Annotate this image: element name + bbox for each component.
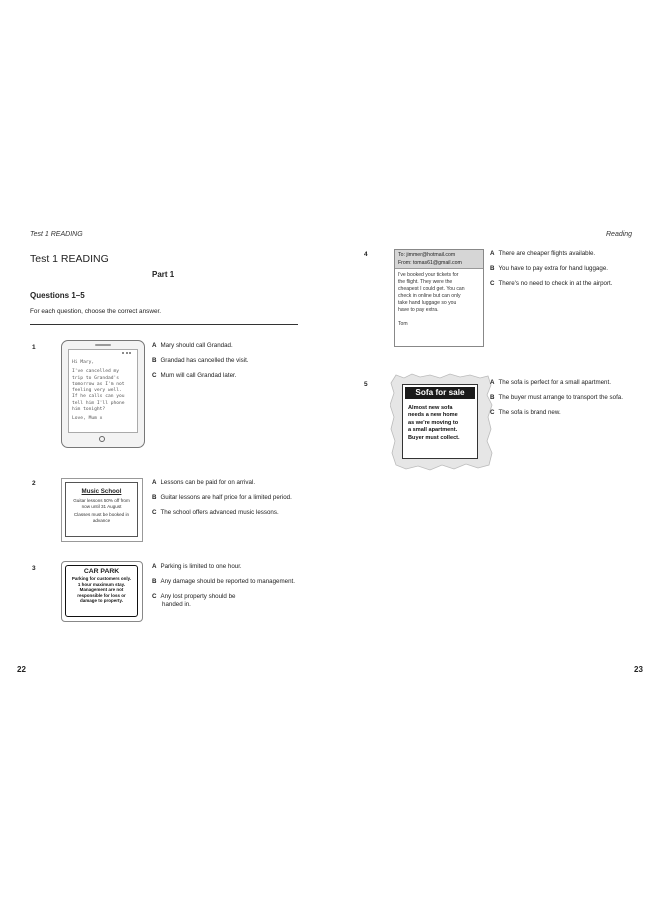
question-number: 1 [32, 344, 36, 351]
option-3b: B Any damage should be reported to management. [152, 578, 295, 585]
option-5a: A The sofa is perfect for a small apartment. [490, 379, 611, 386]
phone-speaker [95, 344, 111, 346]
right-running-header: Reading [606, 231, 633, 238]
option-2a: A Lessons can be paid for on arrival. [152, 479, 256, 486]
option-1a: A Mary should call Grandad. [152, 342, 233, 349]
option-1b: B Grandad has cancelled the visit. [152, 357, 249, 364]
option-4b: B You have to pay extra for hand luggage. [490, 265, 608, 272]
option-5c: C The sofa is brand new. [490, 409, 561, 416]
right-page-number: 23 [634, 665, 643, 674]
music-school-notice [61, 478, 143, 542]
phone-screen [68, 349, 138, 433]
sms-text: Hi Mary, I've cancelled my trip to Grandad's tomorrow as I'm not feeling very well. If he calls can you tell him I'll phone him tonight? Love, Mum x [72, 360, 125, 422]
sign-text: Parking for customers only. [71, 576, 132, 581]
notice-text: Guitar lessons 50% off from [73, 498, 130, 503]
sign-text: Management are not [79, 587, 124, 593]
question-number: 4 [364, 251, 368, 258]
option-4a: A There are cheaper flights available. [490, 250, 596, 257]
car-park-sign [61, 561, 143, 622]
option-3c-continued: handed in. [162, 601, 191, 608]
email-from: From: tomas61@gmail.com [398, 260, 462, 266]
option-4c: C There's no need to check in at the airport. [490, 280, 613, 287]
question-number: 2 [32, 480, 36, 487]
email-to: To: jimmer@hotmail.com [398, 252, 456, 258]
sign-text: 1 hour maximum stay. [77, 581, 126, 587]
email-body: I've booked your tickets for the flight. They were the cheapest I could get. You can check in online but can only take hand luggage so you have to pay extra. Tom [395, 272, 483, 328]
part-heading: Part 1 [152, 270, 175, 279]
advert-title: Sofa for sale [405, 387, 475, 399]
email-header [395, 250, 483, 269]
sign-text: damage to property. [80, 598, 123, 604]
option-2b: B Guitar lessons are half price for a limited period. [152, 494, 292, 501]
advert-text: Almost new sofa needs a new home as we're moving to a small apartment. Buyer must collect. [408, 405, 460, 441]
sign-text: responsible for loss or [77, 592, 126, 598]
notice-title: Music School [81, 488, 122, 495]
option-1c: C Mum will call Grandad later. [152, 372, 237, 379]
instruction-text: For each question, choose the correct answer. [30, 308, 162, 315]
option-3a: A Parking is limited to one hour. [152, 563, 242, 570]
option-3c: C Any lost property should be [152, 593, 236, 600]
email-message [394, 249, 484, 347]
divider-rule [30, 324, 298, 325]
left-running-header: Test 1 READING [30, 231, 83, 238]
phone-message-image [61, 340, 145, 448]
page-title: Test 1 READING [30, 253, 109, 265]
signal-dots-icon [122, 352, 131, 354]
sign-border [65, 565, 138, 617]
email-signature: Tom [398, 321, 408, 327]
notice-text: now until 31 August [81, 503, 122, 509]
notice-text: advance [92, 517, 111, 523]
question-number: 5 [364, 381, 368, 388]
sign-title: CAR PARK [83, 568, 120, 575]
option-2c: C The school offers advanced music lessons. [152, 509, 279, 516]
home-button-icon [99, 436, 105, 442]
notice-border [65, 482, 138, 537]
notice-text: Classes must be booked in [73, 512, 130, 518]
option-5b: B The buyer must arrange to transport the sofa. [490, 394, 623, 401]
question-number: 3 [32, 565, 36, 572]
left-page-number: 22 [17, 665, 26, 674]
questions-heading: Questions 1–5 [30, 291, 85, 300]
sofa-advert [402, 384, 478, 459]
